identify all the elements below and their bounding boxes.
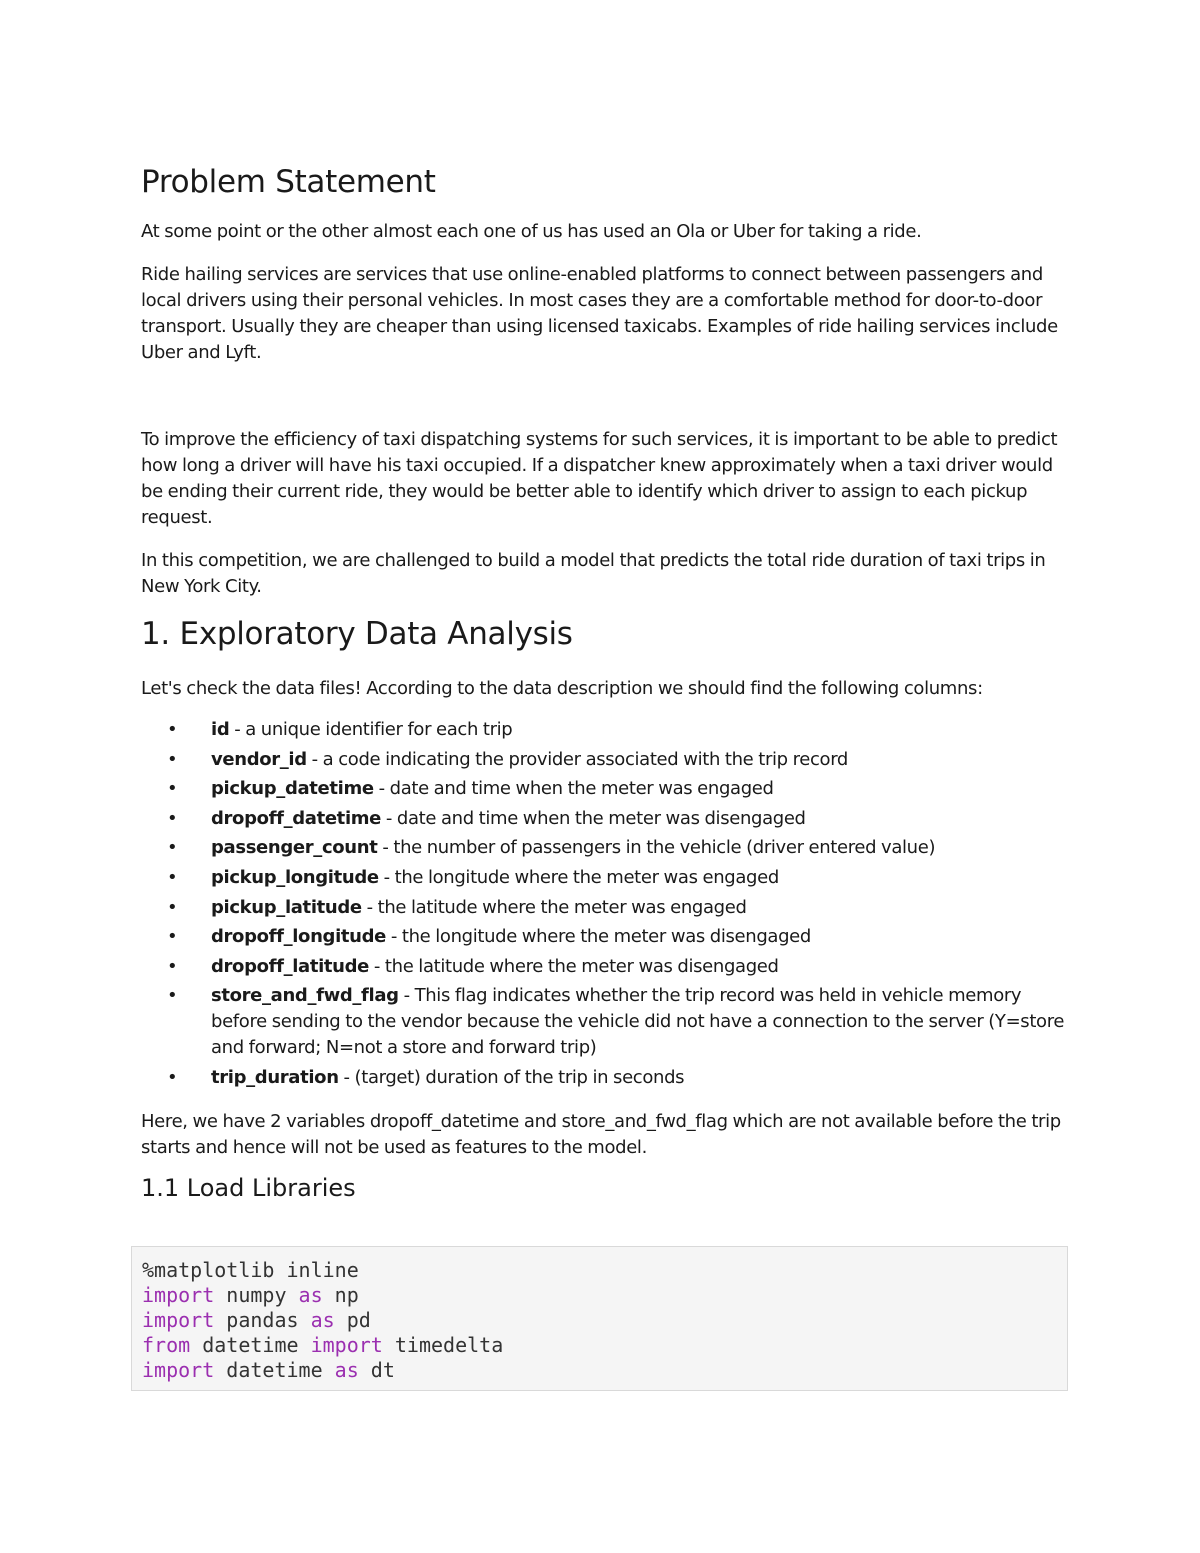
- list-item: [141, 983, 1066, 1061]
- bullet-icon: •: [167, 778, 178, 800]
- column-name: passenger_count: [211, 837, 378, 859]
- column-name: dropoff_longitude: [211, 926, 387, 948]
- bullet-icon: •: [167, 719, 178, 740]
- alias-name: timedelta: [382, 1333, 504, 1357]
- bullet-icon: •: [167, 985, 178, 1007]
- bullet-icon: •: [167, 1066, 178, 1088]
- column-name: vendor_id: [211, 748, 307, 770]
- alias-name: np: [322, 1283, 359, 1307]
- module-name: datetime: [190, 1333, 311, 1357]
- bullet-icon: •: [167, 926, 178, 948]
- keyword: import: [310, 1333, 383, 1357]
- keyword: from: [142, 1333, 191, 1357]
- eda-heading: 1. Exploratory Data Analysis: [141, 616, 573, 652]
- keyword: as: [298, 1283, 323, 1307]
- keyword: import: [142, 1308, 215, 1332]
- column-description: - the longitude where the meter was engaged: [378, 866, 779, 888]
- module-name: pandas: [214, 1308, 311, 1332]
- column-description: - (target) duration of the trip in seconds: [338, 1066, 685, 1088]
- intro-paragraph-3: To improve the efficiency of taxi dispatching systems for such services, it is important to be able to predict how long a driver will have his taxi occupied. If a dispatcher knew approximately when a taxi driver would be ending their current ride, they would be better able to identify which driver to assign to each pickup request.: [141, 429, 1058, 528]
- column-name: id: [211, 719, 230, 740]
- column-description: - date and time when the meter was engaged: [373, 778, 774, 800]
- code-line-5: [142, 1358, 395, 1382]
- bullet-icon: •: [167, 866, 178, 888]
- bullet-icon: •: [167, 837, 178, 859]
- list-item: [141, 747, 1066, 773]
- list-item: [141, 1065, 1066, 1091]
- list-item: [141, 776, 1066, 802]
- keyword: as: [334, 1358, 359, 1382]
- list-item: [141, 954, 1066, 980]
- column-name: pickup_latitude: [211, 896, 362, 918]
- column-description: - date and time when the meter was disengaged: [381, 807, 806, 829]
- intro-paragraph-2: Ride hailing services are services that use online-enabled platforms to connect between passengers and local drivers using their personal vehicles. In most cases they are a comfortable method for door-to-door transport. Usually they are cheaper than using licensed taxicabs. Examples of ride hailing services include Uber and Lyft.: [141, 264, 1058, 363]
- column-description: - the latitude where the meter was engaged: [361, 896, 747, 918]
- keyword: as: [310, 1308, 335, 1332]
- eda-intro-paragraph: Let's check the data files! According to the data description we should find the following columns:: [141, 678, 983, 699]
- module-name: datetime: [214, 1358, 335, 1382]
- keyword: import: [142, 1358, 215, 1382]
- alias-name: dt: [358, 1358, 395, 1382]
- column-name: pickup_longitude: [211, 866, 379, 888]
- list-item: [141, 924, 1066, 950]
- intro-paragraph-1: At some point or the other almost each one of us has used an Ola or Uber for taking a ride.: [141, 221, 922, 242]
- problem-statement-heading: Problem Statement: [141, 164, 436, 200]
- column-name: dropoff_latitude: [211, 955, 370, 977]
- column-name: store_and_fwd_flag: [211, 985, 399, 1007]
- document-body: [141, 162, 1066, 1203]
- column-description: - the latitude where the meter was disengaged: [369, 955, 779, 977]
- code-line-1: %matplotlib inline: [142, 1258, 359, 1282]
- column-description: - a unique identifier for each trip: [229, 719, 513, 740]
- column-name: trip_duration: [211, 1066, 339, 1088]
- column-description: - the longitude where the meter was disengaged: [386, 926, 811, 948]
- module-name: numpy: [214, 1283, 299, 1307]
- bullet-icon: •: [167, 955, 178, 977]
- column-name: dropoff_datetime: [211, 807, 382, 829]
- eda-note-paragraph: Here, we have 2 variables dropoff_datetime and store_and_fwd_flag which are not available before the trip starts and hence will not be used as features to the model.: [141, 1110, 1061, 1158]
- list-item: [141, 895, 1066, 921]
- column-description: - This flag indicates whether the trip record was held in vehicle memory before sending to the vendor because the vehicle did not have a connection to the server (Y=store and forward; N=not a store and forward trip): [211, 985, 1065, 1059]
- column-description: - a code indicating the provider associated with the trip record: [306, 748, 849, 770]
- list-item: [141, 865, 1066, 891]
- column-description: - the number of passengers in the vehicle (driver entered value): [377, 837, 936, 859]
- code-line-3: [142, 1308, 371, 1332]
- intro-paragraph-4: In this competition, we are challenged to build a model that predicts the total ride duration of taxi trips in New York City.: [141, 550, 1046, 597]
- column-list: [141, 717, 1066, 1091]
- bullet-icon: •: [167, 807, 178, 829]
- bullet-icon: •: [167, 748, 178, 770]
- column-name: pickup_datetime: [211, 778, 374, 800]
- code-cell[interactable]: [131, 1246, 1068, 1391]
- code-line-2: [142, 1283, 359, 1307]
- bullet-icon: •: [167, 896, 178, 918]
- alias-name: pd: [334, 1308, 371, 1332]
- list-item: [141, 806, 1066, 832]
- list-item: [141, 717, 1066, 743]
- keyword: import: [142, 1283, 215, 1307]
- list-item: [141, 835, 1066, 861]
- code-line-4: [142, 1333, 503, 1357]
- load-libraries-heading: 1.1 Load Libraries: [141, 1173, 356, 1202]
